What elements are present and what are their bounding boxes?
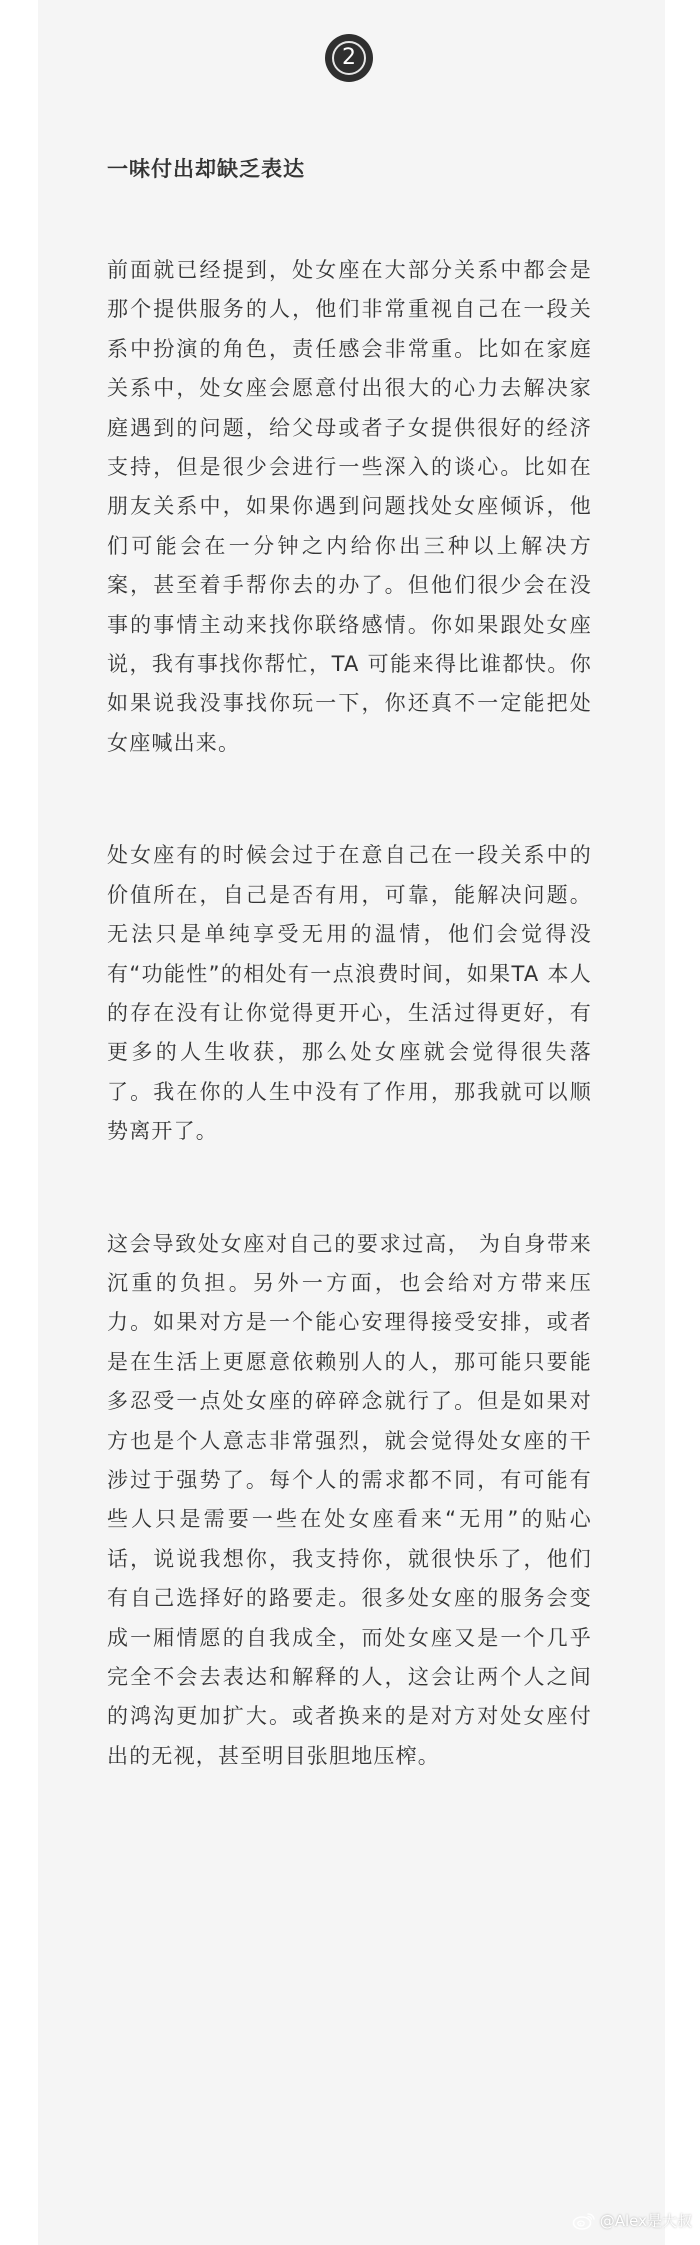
paragraph-3: 这会导致处女座对自己的要求过高， 为自身带来沉重的负担。另外一方面，也会给对方带来压力。如果对方是一个能心安理得接受安排，或者是在生活上更愿意依赖别人的人，那可能只要能多忍受一点处女座的碎碎念就行了。但是如果对方也是个人意志非常强烈，就会觉得处女座的干涉过于强势了。每个人的需求都不同，有可能有些人只是需要一些在处女座看来“无用”的贴心话，说说我想你，我支持你，就很快乐了，他们有自己选择好的路要走。很多处女座的服务会变成一厢情愿的自我成全，而处女座又是一个几乎完全不会去表达和解释的人，这会让两个人之间的鸿沟更加扩大。或者换来的是对方对处女座付出的无视，甚至明目张胆地压榨。: [107, 1231, 592, 1768]
section-title: 一味付出却缺乏表达: [107, 157, 305, 181]
paragraph-2: 处女座有的时候会过于在意自己在一段关系中的价值所在，自己是否有用，可靠，能解决问题。无法只是单纯享受无用的温情，他们会觉得没有“功能性”的相处有一点浪费时间，如果TA 本人的存在没有让你觉得更开心，生活过得更好，有更多的人生收获，那么处女座就会觉得很失落了。我在你的人生中没有了作用，那我就可以顺势离开了。: [107, 843, 592, 1144]
weibo-icon: [572, 2212, 596, 2230]
article-body: [107, 251, 592, 1776]
watermark-text: @Alex是大叔: [599, 2212, 692, 2230]
paragraph-1: 前面就已经提到，处女座在大部分关系中都会是那个提供服务的人，他们非常重视自己在一段关系中扮演的角色，责任感会非常重。比如在家庭关系中，处女座会愿意付出很大的心力去解决家庭遇到的问题，给父母或者子女提供很好的经济支持，但是很少会进行一些深入的谈心。比如在朋友关系中，如果你遇到问题找处女座倾诉，他们可能会在一分钟之内给你出三种以上解决方案，甚至着手帮你去的办了。但他们很少会在没事的事情主动来找你联络感情。你如果跟处女座说，我有事找你帮忙，TA 可能来得比谁都快。你如果说我没事找你玩一下，你还真不一定能把处女座喊出来。: [107, 258, 592, 755]
section-number-badge: [325, 34, 373, 82]
section-number: 2: [332, 41, 366, 75]
watermark: [572, 2210, 692, 2231]
